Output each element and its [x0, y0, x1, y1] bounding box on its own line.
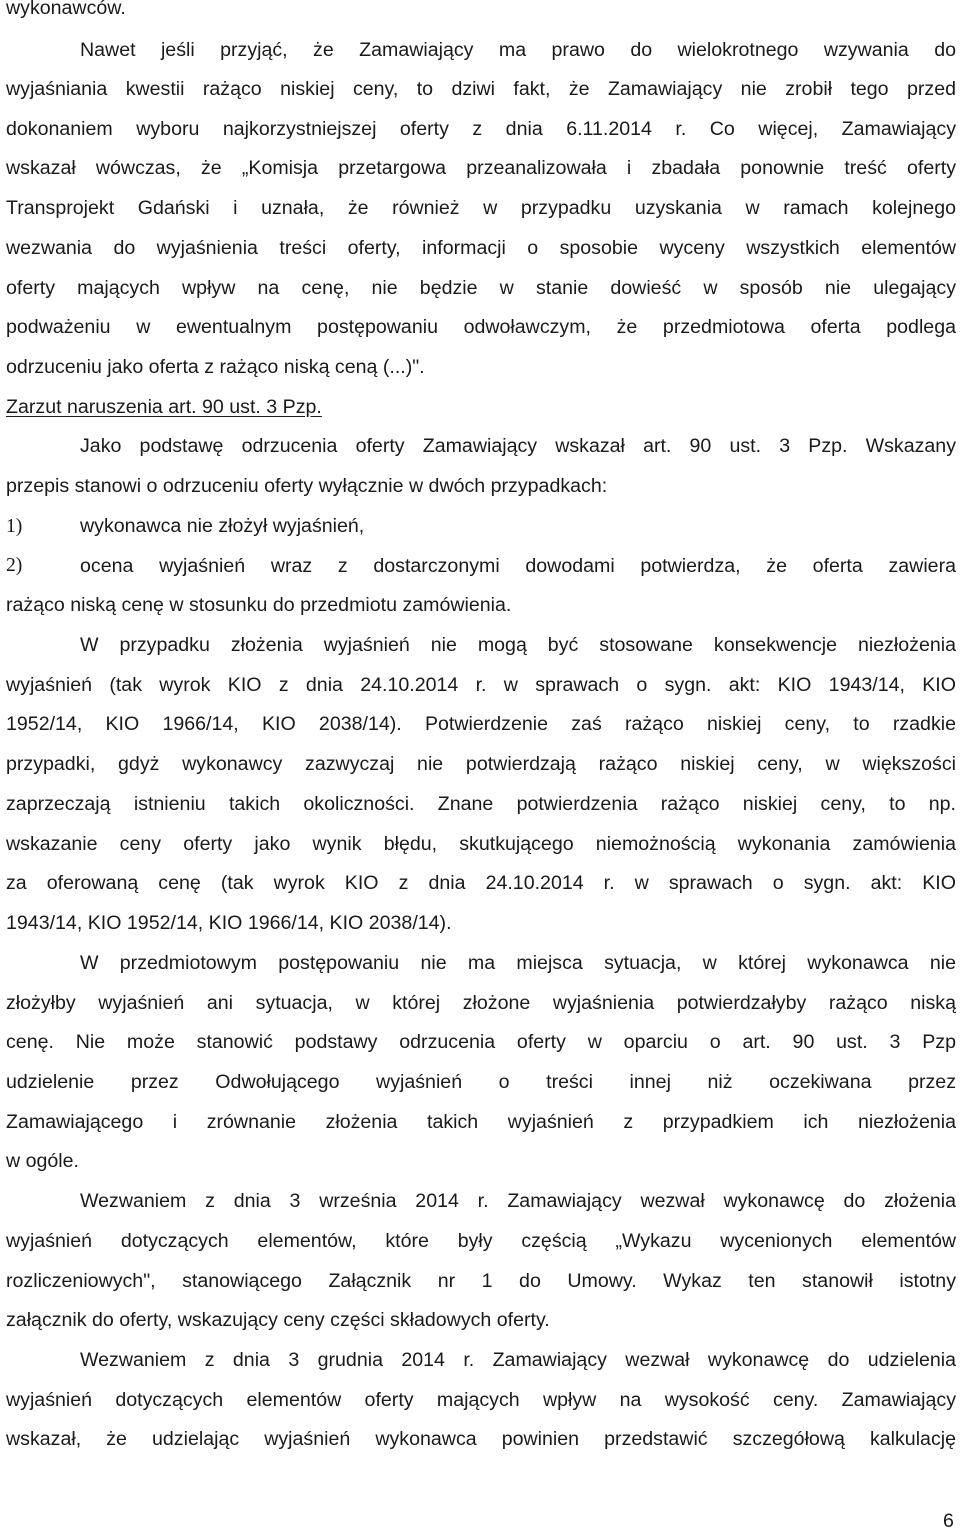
- paragraph-start-line: Jako podstawę odrzucenia oferty Zamawiający wskazał art. 90 ust. 3 Pzp. Wskazany: [80, 435, 956, 457]
- list-item-text: ocena wyjaśnień wraz z dostarczonymi dowodami potwierdza, że oferta zawiera: [80, 555, 956, 577]
- list-item: [6, 552, 956, 580]
- paragraph-start-line: W przypadku złożenia wyjaśnień nie mogą być stosowane konsekwencje niezłożenia: [80, 634, 956, 656]
- text-line: wskazał wówczas, że „Komisja przetargowa przeanalizowała i zbadała ponownie treść oferty: [6, 157, 956, 179]
- text-line: oferty mających wpływ na cenę, nie będzie w stanie dowieść w sposób nie ulegający: [6, 277, 956, 299]
- paragraph-start-line: W przedmiotowym postępowaniu nie ma miejsca sytuacja, w której wykonawca nie: [80, 952, 956, 974]
- text-line: wezwania do wyjaśnienia treści oferty, informacji o sposobie wyceny wszystkich elementów: [6, 237, 956, 259]
- list-item-text: wykonawca nie złożył wyjaśnień,: [80, 515, 365, 537]
- text-line: wyjaśniania kwestii rażąco niskiej ceny, to dziwi fakt, że Zamawiający nie zrobił tego przed: [6, 78, 956, 100]
- text-line: rażąco niską cenę w stosunku do przedmiotu zamówienia.: [6, 594, 512, 616]
- text-line: 1943/14, KIO 1952/14, KIO 1966/14, KIO 2038/14).: [6, 912, 452, 934]
- paragraph-start-line: Wezwaniem z dnia 3 września 2014 r. Zamawiający wezwał wykonawcę do złożenia: [80, 1190, 956, 1212]
- paragraph-start-line: Wezwaniem z dnia 3 grudnia 2014 r. Zamawiający wezwał wykonawcę do udzielenia: [80, 1349, 956, 1371]
- text-line: za oferowaną cenę (tak wyrok KIO z dnia 24.10.2014 r. w sprawach o sygn. akt: KIO: [6, 872, 956, 894]
- text-line: złożyłby wyjaśnień ani sytuacja, w której złożone wyjaśnienia potwierdzałyby rażąco niską: [6, 992, 956, 1014]
- text-line: wykonawców.: [6, 0, 126, 19]
- text-line: wskazał, że udzielając wyjaśnień wykonawca powinien przedstawić szczegółową kalkulację: [6, 1428, 956, 1450]
- text-line: przypadki, gdyż wykonawcy zazwyczaj nie potwierdzają rażąco niskiej ceny, w większości: [6, 753, 956, 775]
- list-item: [6, 512, 956, 540]
- text-line: Transprojekt Gdański i uznała, że również w przypadku uzyskania w ramach kolejnego: [6, 197, 956, 219]
- text-line: zaprzeczają istnieniu takich okoliczności. Znane potwierdzenia rażąco niskiej ceny, to np.: [6, 793, 956, 815]
- text-line: w ogóle.: [6, 1150, 79, 1172]
- text-line: rozliczeniowych", stanowiącego Załącznik nr 1 do Umowy. Wykaz ten stanowił istotny: [6, 1270, 956, 1292]
- text-line: wyjaśnień dotyczących elementów, które były częścią „Wykazu wycenionych elementów: [6, 1230, 956, 1252]
- paragraph-start-line: Nawet jeśli przyjąć, że Zamawiający ma prawo do wielokrotnego wzywania do: [80, 39, 956, 61]
- text-line: załącznik do oferty, wskazujący ceny części składowych oferty.: [6, 1309, 550, 1331]
- text-line: cenę. Nie może stanowić podstawy odrzucenia oferty w oparciu o art. 90 ust. 3 Pzp: [6, 1031, 956, 1053]
- page-number: 6: [943, 1510, 954, 1532]
- text-line: Zamawiającego i zrównanie złożenia takich wyjaśnień z przypadkiem ich niezłożenia: [6, 1111, 956, 1133]
- text-line: 1952/14, KIO 1966/14, KIO 2038/14). Potwierdzenie zaś rażąco niskiej ceny, to rzadkie: [6, 713, 956, 735]
- text-line: odrzuceniu jako oferta z rażąco niską ceną (...)".: [6, 356, 425, 378]
- text-line: wyjaśnień (tak wyrok KIO z dnia 24.10.2014 r. w sprawach o sygn. akt: KIO 1943/14, KIO: [6, 674, 956, 696]
- list-marker: 2): [6, 555, 23, 576]
- section-heading-text: Zarzut naruszenia art. 90 ust. 3 Pzp.: [6, 396, 322, 418]
- section-heading: [6, 393, 956, 421]
- text-line: podważeniu w ewentualnym postępowaniu odwoławczym, że przedmiotowa oferta podlega: [6, 316, 956, 338]
- text-line: dokonaniem wyboru najkorzystniejszej oferty z dnia 6.11.2014 r. Co więcej, Zamawiający: [6, 118, 956, 140]
- text-line: wskazanie ceny oferty jako wynik błędu, skutkującego niemożnością wykonania zamówienia: [6, 833, 956, 855]
- text-line: przepis stanowi o odrzuceniu oferty wyłącznie w dwóch przypadkach:: [6, 475, 608, 497]
- list-marker: 1): [6, 516, 23, 537]
- text-line: wyjaśnień dotyczących elementów oferty mających wpływ na wysokość ceny. Zamawiający: [6, 1389, 956, 1411]
- text-line: udzielenie przez Odwołującego wyjaśnień o treści innej niż oczekiwana przez: [6, 1071, 956, 1093]
